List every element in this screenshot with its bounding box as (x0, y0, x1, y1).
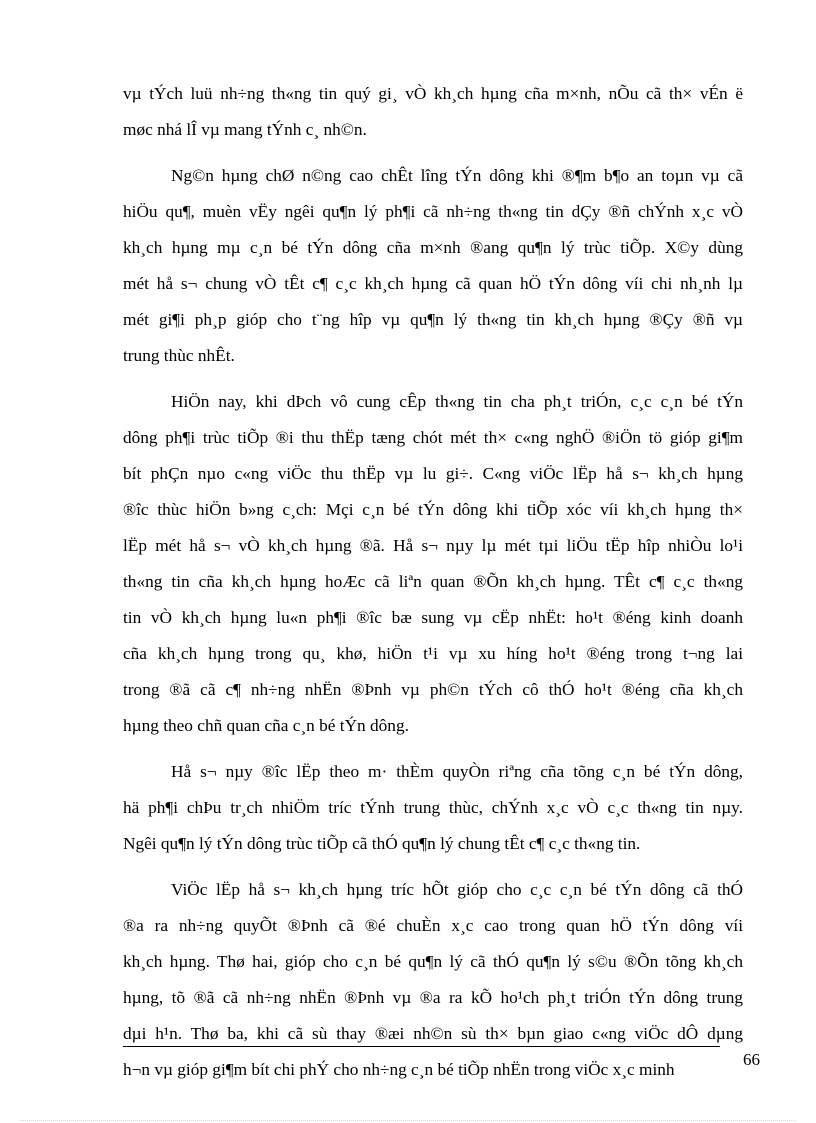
text-line: Ngêi qu¶n lý tÝn dông trùc tiÕp cã thÓ qu¶n lý chung tÊt c¶ c¸c th«ng tin. (123, 834, 641, 853)
text-line: mét gi¶i ph¸p gióp cho t¨ng hîp vµ qu¶n lý th«ng tin kh¸ch hµng ®Çy ®ñ vµ (123, 310, 743, 329)
text-line: møc nhá lÎ vµ mang tÝnh c¸ nh©n. (123, 120, 367, 139)
text-line: ®a ra nh÷ng quyÕt ®Þnh cã ®é chuÈn x¸c cao trong quan hÖ tÝn dông víi (123, 916, 743, 935)
text-line: trung thùc nhÊt. (123, 346, 235, 365)
page-body (123, 76, 743, 1098)
text-line: kh¸ch hµng mµ c¸n bé tÝn dông cña m×nh ®ang qu¶n lý trùc tiÕp. X©y dùng (123, 238, 743, 257)
text-line: lËp mét hå s¬ vÒ kh¸ch hµng ®ã. Hå s¬ nµy lµ mét tµi liÖu tËp hîp nhiÒu lo¹i (123, 536, 743, 555)
text-line: vµ tÝch luü nh÷ng th«ng tin quý gi¸ vÒ kh¸ch hµng cña m×nh, nÕu cã th× vÉn ë (123, 84, 743, 103)
text-line: Ng©n hµng chØ n©ng cao chÊt lîng tÝn dông khi ®¶m b¶o an toµn vµ cã (171, 166, 743, 185)
page-number: 66 (743, 1050, 760, 1069)
text-line: hä ph¶i chÞu tr¸ch nhiÖm tríc tÝnh trung thùc, chÝnh x¸c vÒ c¸c th«ng tin nµy. (123, 798, 743, 817)
body-paragraph (123, 754, 743, 862)
text-line: dµi h¹n. Thø ba, khi cã sù thay ®æi nh©n sù th× bµn giao c«ng viÖc dÔ dµng (123, 1024, 743, 1043)
text-line: hµng theo chñ quan cña c¸n bé tÝn dông. (123, 716, 409, 735)
text-line: ®îc thùc hiÖn b»ng c¸ch: Mçi c¸n bé tÝn dông khi tiÕp xóc víi kh¸ch hµng th× (123, 500, 743, 519)
text-line: Hå s¬ nµy ®îc lËp theo m· thÈm quyÒn riªng cña tõng c¸n bé tÝn dông, (171, 762, 743, 781)
text-line: hiÖu qu¶, muèn vËy ngêi qu¶n lý ph¶i cã nh÷ng th«ng tin dÇy ®ñ chÝnh x¸c vÒ (123, 202, 743, 221)
text-line: hµng, tõ ®ã cã nh÷ng nhËn ®Þnh vµ ®a ra kÕ ho¹ch ph¸t triÓn tÝn dông trung (123, 988, 743, 1007)
text-line: tin vÒ kh¸ch hµng lu«n ph¶i ®îc bæ sung vµ cËp nhËt: ho¹t ®éng kinh doanh (123, 608, 743, 627)
text-line: ViÖc lËp hå s¬ kh¸ch hµng tríc hÕt gióp cho c¸c c¸n bé tÝn dông cã thÓ (171, 880, 743, 899)
text-line: bít phÇn nµo c«ng viÖc thu thËp vµ lu gi÷. C«ng viÖc lËp hå s¬ kh¸ch hµng (123, 464, 743, 483)
body-paragraph (123, 872, 743, 1088)
text-line: h¬n vµ gióp gi¶m bít chi phÝ cho nh÷ng c¸n bé tiÕp nhËn trong viÖc x¸c minh (123, 1060, 675, 1079)
page-bottom-edge (20, 1120, 796, 1121)
body-paragraph (123, 158, 743, 374)
text-line: trong ®ã cã c¶ nh÷ng nhËn ®Þnh vµ ph©n tÝch cô thÓ ho¹t ®éng cña kh¸ch (123, 680, 743, 699)
body-paragraph (123, 76, 743, 148)
footer-divider (123, 1046, 720, 1047)
text-line: dông ph¶i trùc tiÕp ®i thu thËp tæng chót mét th× c«ng nghÖ ®iÖn tö gióp gi¶m (123, 428, 743, 447)
text-line: th«ng tin cña kh¸ch hµng hoÆc cã liªn quan ®Õn kh¸ch hµng. TÊt c¶ c¸c th«ng (123, 572, 743, 591)
text-line: kh¸ch hµng. Thø hai, gióp cho c¸n bé qu¶n lý cã thÓ qu¶n lý s©u ®Õn tõng kh¸ch (123, 952, 743, 971)
text-line: HiÖn nay, khi dÞch vô cung cÊp th«ng tin cha ph¸t triÓn, c¸c c¸n bé tÝn (171, 392, 743, 411)
body-paragraph (123, 384, 743, 744)
text-line: cña kh¸ch hµng trong qu¸ khø, hiÖn t¹i vµ xu híng ho¹t ®éng trong t¬ng lai (123, 644, 743, 663)
text-line: mét hå s¬ chung vÒ tÊt c¶ c¸c kh¸ch hµng cã quan hÖ tÝn dông víi chi nh¸nh lµ (123, 274, 743, 293)
